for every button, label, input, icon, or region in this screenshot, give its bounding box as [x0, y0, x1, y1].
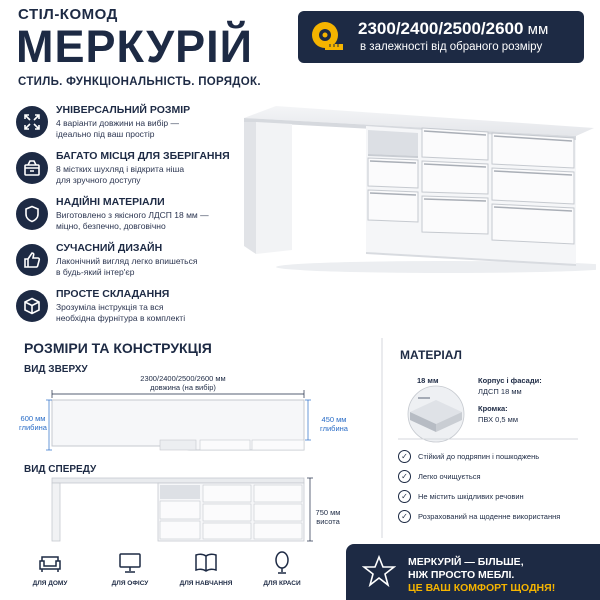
sofa-icon — [37, 550, 63, 576]
body-value: ЛДСП 18 мм — [478, 387, 522, 396]
product-kicker: СТІЛ-КОМОД — [18, 6, 118, 23]
use-home: ДЛЯ ДОМУ — [18, 550, 82, 587]
product-render — [236, 104, 596, 274]
front-view-drawing — [52, 478, 304, 541]
board-cross-section-icon — [400, 384, 472, 444]
use-beauty: ДЛЯ КРАСИ — [250, 550, 314, 587]
depth-left-value: 600 мм — [20, 414, 46, 423]
cube-icon — [16, 290, 48, 322]
edge-label: Кромка: — [478, 404, 508, 413]
product-title: МЕРКУРІЙ — [16, 21, 253, 72]
height-value: 750 мм — [315, 508, 341, 517]
measuring-tape-icon — [310, 20, 344, 54]
shield-icon — [16, 198, 48, 230]
promo-line-2: НІЖ ПРОСТО МЕБЛІ. — [408, 569, 515, 581]
promo-line-3: ЦЕ ВАШ КОМФОРТ ЩОДНЯ! — [408, 582, 556, 594]
vertical-divider — [380, 338, 384, 538]
depth-right-word: глибина — [320, 424, 348, 433]
promo-line-1: МЕРКУРІЙ — БІЛЬШЕ, — [408, 556, 524, 568]
dimensions-title: РОЗМІРИ ТА КОНСТРУКЦІЯ — [24, 340, 212, 356]
check-icon: ✓ — [398, 510, 411, 523]
thickness-label: 18 мм — [417, 376, 439, 385]
length-value: 2300/2400/2500/2600 мм — [140, 374, 226, 383]
edge-value: ПВХ 0,5 мм — [478, 415, 518, 424]
feature-universal-size: УНІВЕРСАЛЬНИЙ РОЗМІР 4 варіанти довжини на вибір — ідеально під ваш простір — [16, 104, 241, 150]
thumbs-up-icon — [16, 244, 48, 276]
use-office: ДЛЯ ОФІСУ — [98, 550, 162, 587]
check-icon: ✓ — [398, 450, 411, 463]
feature-design: СУЧАСНИЙ ДИЗАЙН Лаконічний вигляд легко впишеться в будь-який інтер'єр — [16, 242, 241, 288]
expand-arrows-icon — [16, 106, 48, 138]
check-icon: ✓ — [398, 470, 411, 483]
use-study: ДЛЯ НАВЧАННЯ — [174, 550, 238, 587]
size-options: 2300/2400/2500/2600 мм — [358, 19, 549, 38]
material-title: МАТЕРІАЛ — [400, 348, 462, 362]
top-view-drawing — [52, 400, 304, 450]
size-note: в залежності від обраного розміру — [360, 41, 543, 53]
monitor-icon — [117, 550, 143, 576]
mirror-icon — [269, 550, 295, 576]
body-label: Корпус і фасади: — [478, 376, 542, 385]
top-view-label: ВИД ЗВЕРХУ — [24, 364, 88, 375]
size-banner — [298, 11, 584, 63]
height-word: висота — [316, 517, 340, 526]
feature-storage: БАГАТО МІСЦЯ ДЛЯ ЗБЕРІГАННЯ 8 містких шухляд і відкрита ніша для зручного доступу — [16, 150, 241, 196]
book-icon — [193, 550, 219, 576]
feature-assembly: ПРОСТЕ СКЛАДАННЯ Зрозуміла інструкція та вся необхідна фурнітура в комплекті — [16, 288, 241, 334]
check-icon: ✓ — [398, 490, 411, 503]
material-panel: МАТЕРІАЛ 18 мм Корпус і фасади: ЛДСП 18 мм Кромка: ПВХ 0,5 мм ✓ Стійкий до подряпин і пошкоджень ✓ Легко очищується ✓ Не містить шкідливих речовин ✓ Розрахований на щоденне використання — [388, 340, 584, 540]
depth-right-value: 450 мм — [321, 415, 347, 424]
front-view-label: ВИД СПЕРЕДУ — [24, 464, 97, 475]
depth-left-word: глибина — [19, 423, 47, 432]
promo-banner — [346, 544, 600, 600]
star-icon — [362, 554, 396, 588]
storage-box-icon — [16, 152, 48, 184]
feature-materials: НАДІЙНІ МАТЕРІАЛИ Виготовлено з якісного ЛДСП 18 мм — міцно, безпечно, довговічно — [16, 196, 241, 242]
product-tagline: СТИЛЬ. ФУНКЦІОНАЛЬНІСТЬ. ПОРЯДОК. — [18, 76, 261, 88]
length-note: довжина (на вибір) — [150, 383, 216, 392]
material-divider — [398, 438, 578, 440]
dimension-drawings — [40, 374, 340, 544]
